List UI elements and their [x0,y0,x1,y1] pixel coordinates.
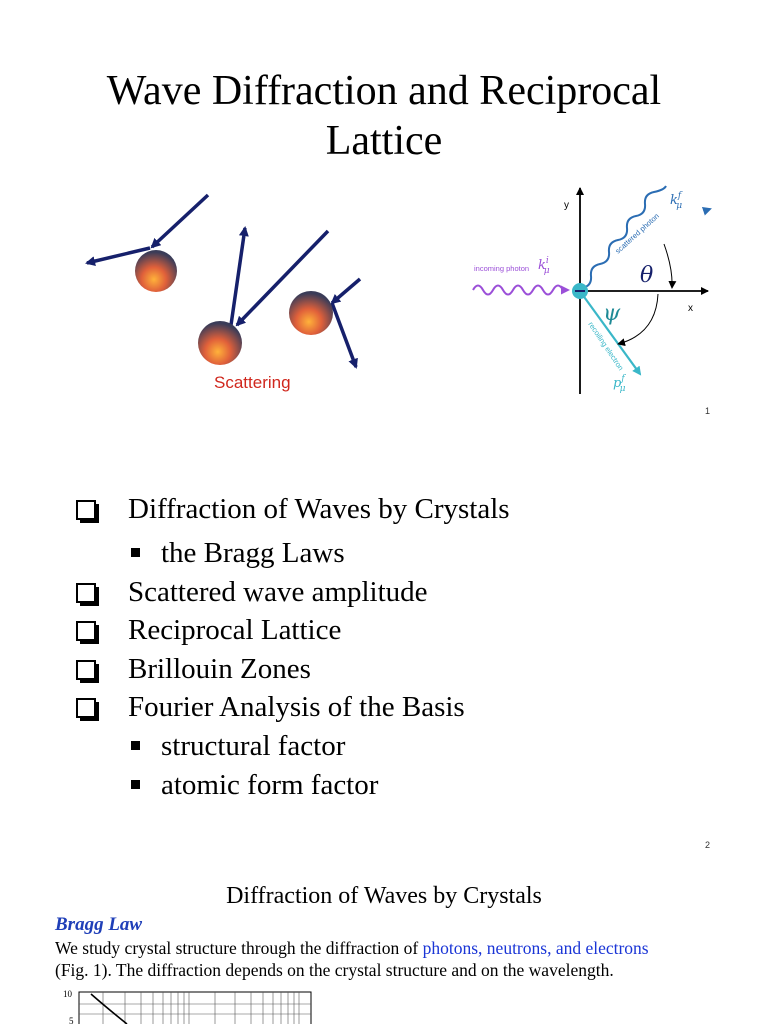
scattered-arrow-2 [231,228,245,325]
incident-arrow-1 [152,195,208,247]
theta-arc [664,244,672,288]
checkbox-bullet-icon [76,660,96,680]
theta-label: θ [640,263,654,288]
square-bullet-icon [131,548,140,557]
scattered-photon-label: scattered photon [613,211,661,256]
bragg-law-heading: Bragg Law [55,914,143,935]
checkbox-bullet-icon [76,698,96,718]
slide1-title [0,66,768,166]
checkbox-bullet-icon [76,500,96,520]
list-item-text: atomic form factor [161,769,379,801]
slide1-title-line1: Wave Diffraction and Reciprocal [106,68,662,114]
atom-ball-3 [289,291,333,335]
page-number-2: 2 [705,840,711,850]
graph-curve [91,994,127,1024]
scattered-arrow-3 [332,303,356,367]
atom-ball-1 [135,250,177,292]
paragraph-line-1 [55,937,649,959]
psi-arc [618,294,658,344]
wavelength-graph-fragment [55,986,345,1024]
k-initial-label: $k^i$ μ [538,256,550,276]
slide1-title-line2: Lattice [325,118,443,164]
k-final-label: $k^f$ μ [670,191,683,211]
p-final-label: $p^f$ μ [613,374,626,394]
psi-label: ψ [603,301,621,326]
y-axis-label: y [564,200,569,211]
scattering-figure [70,185,370,400]
atom-ball-2 [198,321,242,365]
list-item-text: the Bragg Laws [161,537,345,569]
list-item-text: Scattered wave amplitude [128,576,428,608]
incident-arrow-3 [332,279,360,303]
list-item-text: Diffraction of Waves by Crystals [128,493,510,525]
square-bullet-icon [131,741,140,750]
graph-tick-5: 5 [69,1016,74,1024]
checkbox-bullet-icon [76,583,96,603]
page-number-1: 1 [705,406,711,416]
recoiling-electron-label: recoiling electron [586,320,626,373]
paragraph-text: We study crystal structure through the diffraction of [55,938,423,958]
list-item-text: Reciprocal Lattice [128,614,342,646]
graph-frame [79,992,311,1024]
section-title: Diffraction of Waves by Crystals [226,883,542,909]
scattered-photon-wave [582,186,666,288]
x-axis-label: x [688,303,693,314]
list-item-text: structural factor [161,730,346,762]
graph-gridlines [79,992,311,1024]
square-bullet-icon [131,780,140,789]
list-item-text: Brillouin Zones [128,653,311,685]
incoming-photon-wave [473,286,563,295]
checkbox-bullet-icon [76,621,96,641]
compton-scattering-diagram [468,184,718,399]
scattering-label: Scattering [214,373,291,392]
scattered-photon-arrowhead [704,209,710,211]
highlighted-particles: photons, neutrons, and electrons [422,938,649,958]
incoming-photon-label: incoming photon [474,264,530,273]
graph-tick-10: 10 [63,989,72,999]
paragraph-line-2: (Fig. 1). The diffraction depends on the crystal structure and on the wavelength. [55,960,614,980]
list-item-text: Fourier Analysis of the Basis [128,691,465,723]
